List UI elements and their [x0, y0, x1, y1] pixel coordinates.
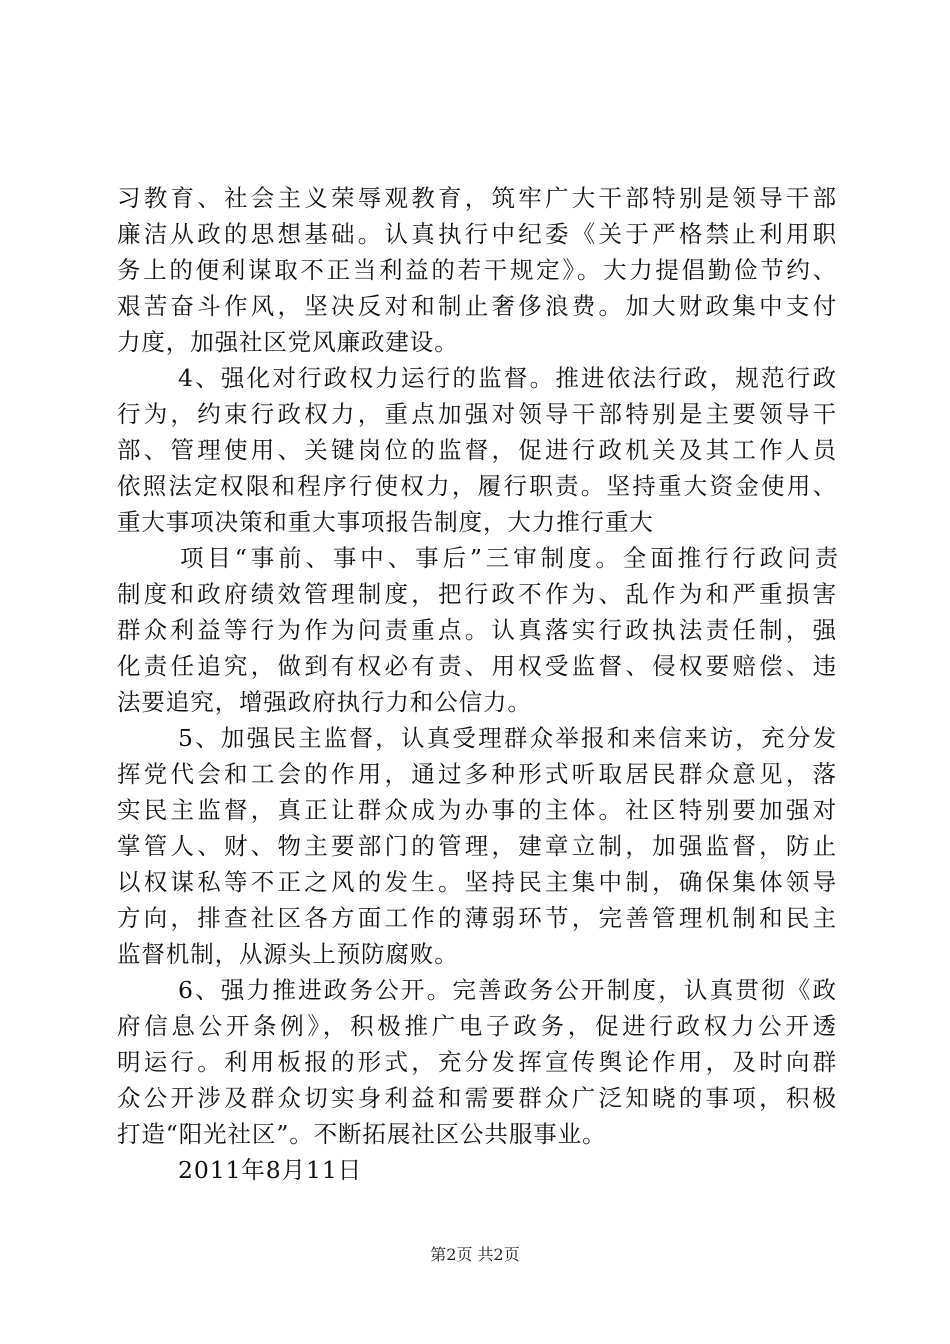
text-line: 实民主监督，真正让群众成为办事的主体。社区特别要加强对	[117, 796, 837, 824]
text-line: 项目“事前、事中、事后”三审制度。全面推行行政问责	[180, 544, 839, 572]
text-line: 务上的便利谋取不正当利益的若干规定》。大力提倡勤俭节约、	[117, 256, 837, 284]
text-line: 力度，加强社区党风廉政建设。	[117, 328, 459, 356]
text-line: 艰苦奋斗作风，坚决反对和制止奢侈浪费。加大财政集中支付	[117, 292, 837, 320]
text-line: 以权谋私等不正之风的发生。坚持民主集中制，确保集体领导	[117, 868, 837, 896]
text-line: 部、管理使用、关键岗位的监督，促进行政机关及其工作人员	[117, 436, 837, 464]
paragraph-5-start: 5、加强民主监督，认真受理群众举报和来信来访，充分发	[178, 724, 837, 752]
text-line: 化责任追究，做到有权必有责、用权受监督、侵权要赔偿、违	[117, 652, 837, 680]
text-line: 打造“阳光社区”。不断拓展社区公共服事业。	[117, 1120, 607, 1148]
text-line: 群众利益等行为作为问责重点。认真落实行政执法责任制，强	[117, 616, 837, 644]
text-line: 众公开涉及群众切实身利益和需要群众广泛知晓的事项，积极	[117, 1084, 837, 1112]
paragraph-4-start: 4、强化对行政权力运行的监督。推进依法行政，规范行政	[178, 364, 837, 392]
text-line: 廉洁从政的思想基础。认真执行中纪委《关于严格禁止利用职	[117, 220, 837, 248]
text-line: 重大事项决策和重大事项报告制度，大力推行重大	[117, 508, 654, 536]
text-line: 挥党代会和工会的作用，通过多种形式听取居民群众意见，落	[117, 760, 837, 788]
page-footer: 第2页 共2页	[430, 1245, 520, 1264]
text-line: 行为，约束行政权力，重点加强对领导干部特别是主要领导干	[117, 400, 837, 428]
text-line: 制度和政府绩效管理制度，把行政不作为、乱作为和严重损害	[117, 580, 837, 608]
text-line: 方向，排查社区各方面工作的薄弱环节，完善管理机制和民主	[117, 904, 837, 932]
text-line: 掌管人、财、物主要部门的管理，建章立制，加强监督，防止	[117, 832, 837, 860]
text-line: 依照法定权限和程序行使权力，履行职责。坚持重大资金使用、	[117, 472, 837, 500]
text-line: 明运行。利用板报的形式，充分发挥宣传舆论作用，及时向群	[117, 1048, 837, 1076]
paragraph-6-start: 6、强力推进政务公开。完善政务公开制度，认真贯彻《政	[178, 976, 837, 1004]
text-line: 监督机制，从源头上预防腐败。	[117, 940, 459, 968]
text-line: 府信息公开条例》，积极推广电子政务，促进行政权力公开透	[117, 1012, 837, 1040]
document-date: 2011年8月11日	[178, 1156, 363, 1184]
text-line: 法要追究，增强政府执行力和公信力。	[117, 688, 532, 716]
text-line: 习教育、社会主义荣辱观教育，筑牢广大干部特别是领导干部	[117, 184, 837, 212]
